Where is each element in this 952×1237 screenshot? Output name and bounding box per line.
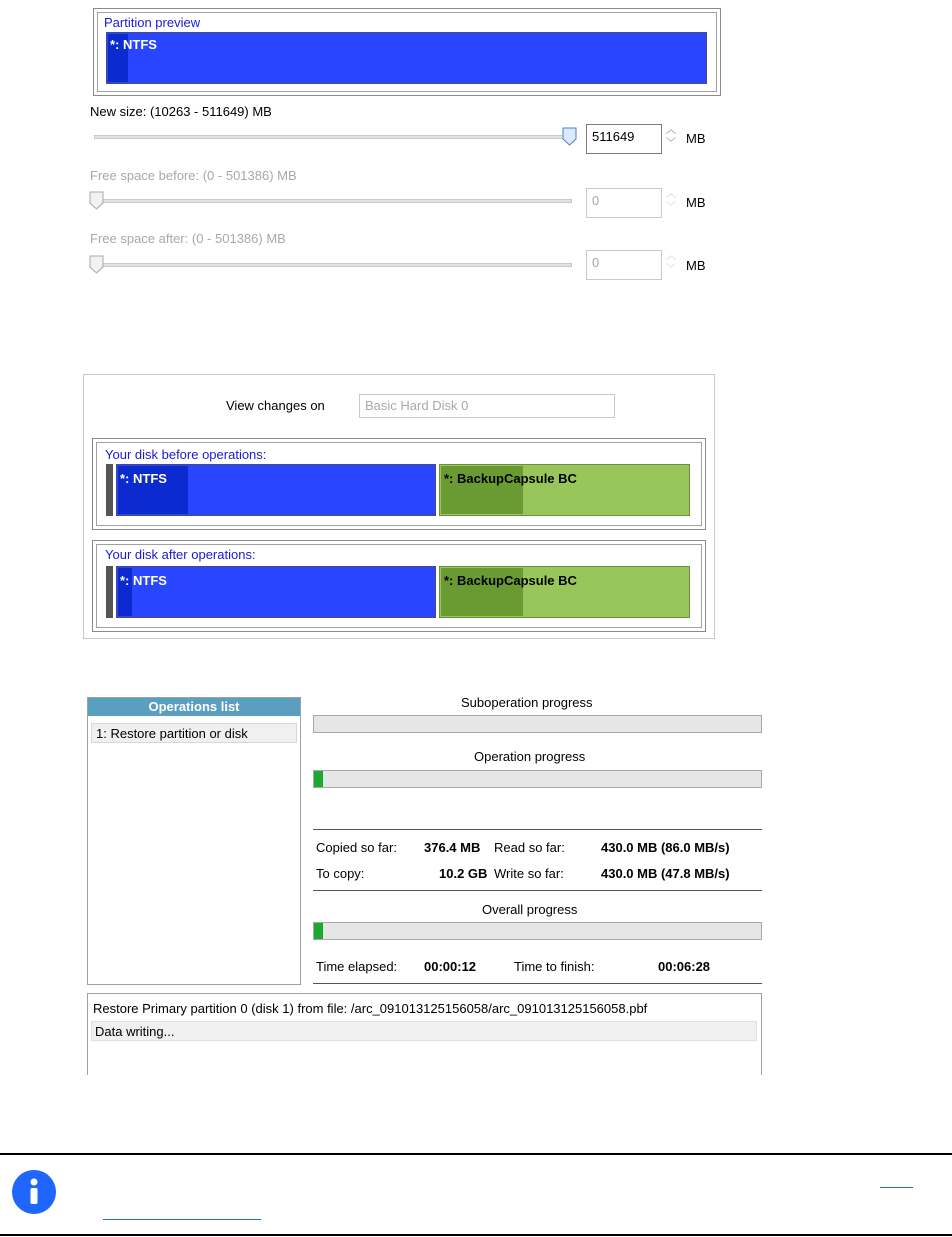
free-after-spin-arrows[interactable] (664, 250, 678, 280)
stats-divider-mid (313, 890, 762, 891)
ntfs-label: *: NTFS (120, 573, 167, 588)
view-changes-label: View changes on (226, 398, 325, 413)
new-size-label: New size: (10263 - 511649) MB (90, 104, 272, 119)
info-icon (12, 1170, 56, 1214)
tocopy-label: To copy: (316, 866, 365, 881)
stats-divider-bottom (313, 983, 762, 984)
disk-select[interactable]: Basic Hard Disk 0 (359, 394, 615, 418)
new-size-unit: MB (686, 131, 706, 146)
overall-progress-bar (313, 922, 762, 940)
spin-down-icon[interactable]: ﹀ (666, 264, 676, 275)
spin-up-icon[interactable]: ︿ (666, 251, 676, 262)
operations-list (87, 697, 301, 985)
elapsed-label: Time elapsed: (316, 959, 398, 974)
spin-up-icon[interactable]: ︿ (666, 125, 676, 136)
disk-after-title: Your disk after operations: (105, 547, 256, 562)
free-after-slider[interactable] (94, 263, 572, 267)
free-after-input[interactable]: 0 (586, 250, 662, 280)
stats-divider-top (313, 829, 762, 830)
backup-label: *: BackupCapsule BC (444, 573, 577, 588)
partition-preview-label: *: NTFS (110, 37, 157, 52)
note-link-underline-1[interactable] (880, 1187, 913, 1188)
backup-label: *: BackupCapsule BC (444, 471, 577, 486)
spin-up-icon[interactable]: ︿ (666, 189, 676, 200)
suboperation-label: Suboperation progress (461, 695, 593, 710)
new-size-slider-thumb[interactable] (562, 127, 578, 147)
tocopy-value: 10.2 GB (439, 866, 488, 881)
write-value: 430.0 MB (47.8 MB/s) (601, 866, 730, 881)
operation-progress-fill (314, 771, 323, 787)
overall-progress-fill (314, 923, 323, 939)
free-after-label: Free space after: (0 - 501386) MB (90, 231, 286, 246)
note-rule-bottom (0, 1234, 952, 1236)
free-before-unit: MB (686, 195, 706, 210)
disk-after-backup[interactable] (439, 566, 690, 618)
spin-down-icon[interactable]: ﹀ (666, 202, 676, 213)
note-link-underline-2[interactable] (103, 1219, 261, 1220)
copied-value: 376.4 MB (424, 840, 481, 855)
operations-list-header: Operations list (88, 698, 300, 716)
free-before-spin-arrows[interactable] (664, 188, 678, 218)
operation-label: Operation progress (474, 749, 586, 764)
disk-after-unallocated (106, 566, 113, 618)
free-before-slider[interactable] (94, 199, 572, 203)
read-label: Read so far: (494, 840, 565, 855)
finish-value: 00:06:28 (658, 959, 711, 974)
partition-preview-bar[interactable] (106, 32, 707, 84)
disk-after-ntfs[interactable] (116, 566, 436, 618)
log-panel (87, 993, 762, 1075)
free-after-unit: MB (686, 258, 706, 273)
log-line-2: Data writing... (95, 1024, 175, 1039)
write-label: Write so far: (494, 866, 564, 881)
read-value: 430.0 MB (86.0 MB/s) (601, 840, 730, 855)
log-line-1: Restore Primary partition 0 (disk 1) from file: /arc_091013125156058/arc_091013125156058.pbf (93, 1001, 648, 1016)
disk-before-ntfs[interactable] (116, 464, 436, 516)
elapsed-value: 00:00:12 (424, 959, 477, 974)
free-before-input[interactable]: 0 (586, 188, 662, 218)
suboperation-progress-bar (313, 715, 762, 733)
note-rule-top (0, 1153, 952, 1155)
operation-progress-bar (313, 770, 762, 788)
free-before-label: Free space before: (0 - 501386) MB (90, 168, 297, 183)
new-size-spin-arrows[interactable] (664, 124, 678, 154)
log-line-2-row (91, 1021, 757, 1041)
free-before-slider-thumb[interactable] (89, 191, 105, 211)
disk-before-title: Your disk before operations: (105, 447, 267, 462)
ntfs-label: *: NTFS (120, 471, 167, 486)
new-size-slider[interactable] (94, 135, 572, 139)
free-after-slider-thumb[interactable] (89, 255, 105, 275)
disk-before-backup[interactable] (439, 464, 690, 516)
new-size-input[interactable]: 511649 (586, 124, 662, 154)
finish-label: Time to finish: (514, 959, 595, 974)
copied-label: Copied so far: (316, 840, 397, 855)
operations-list-item[interactable]: 1: Restore partition or disk (91, 723, 297, 743)
disk-before-unallocated (106, 464, 113, 516)
overall-label: Overall progress (482, 902, 578, 917)
partition-preview-title: Partition preview (104, 15, 201, 30)
spin-down-icon[interactable]: ﹀ (666, 138, 676, 149)
